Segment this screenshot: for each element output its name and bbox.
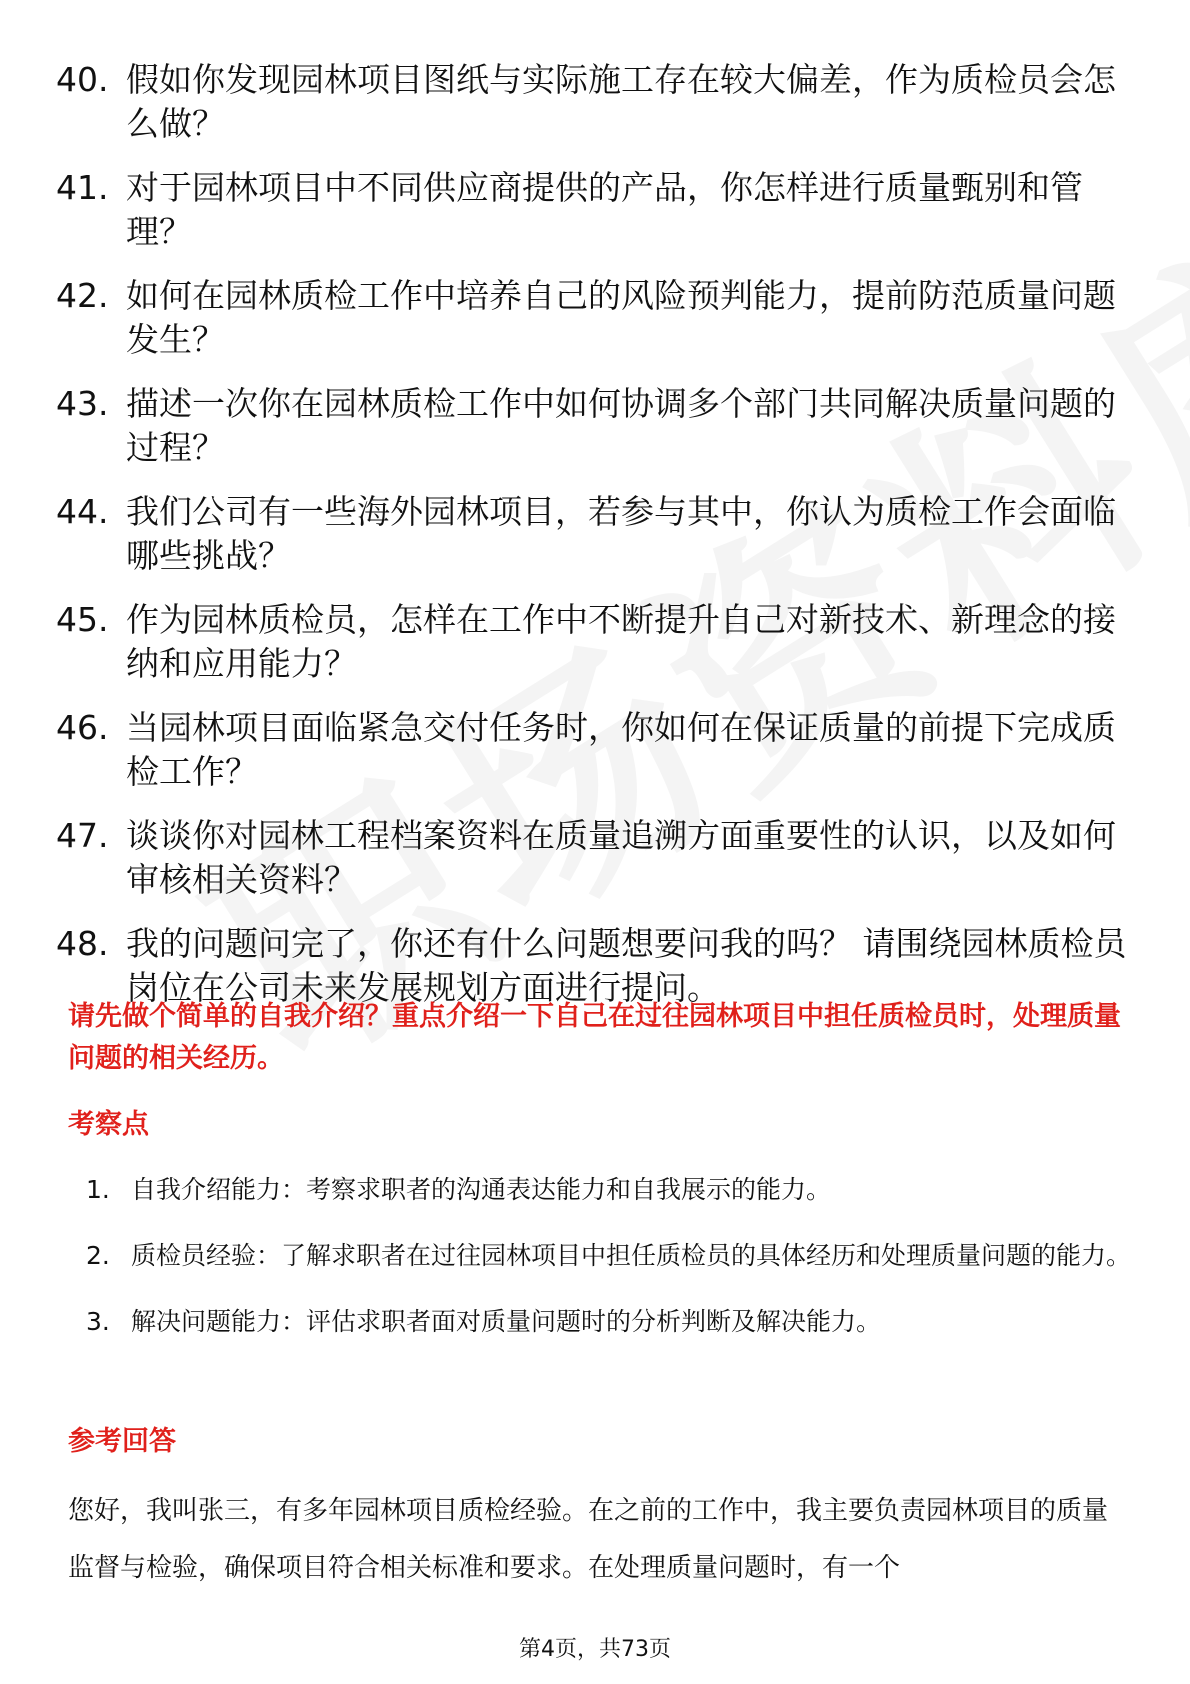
question-number: 47. (56, 816, 109, 855)
kaocha-point (74, 1229, 1134, 1283)
point-text: 质检员经验：了解求职者在过往园林项目中担任质检员的具体经历和处理质量问题的能力。 (131, 1241, 1132, 1270)
kaocha-point (74, 1163, 1134, 1217)
question-list (56, 58, 1146, 1030)
point-number: 2. (86, 1241, 110, 1270)
question-text: 如何在园林质检工作中培养自己的风险预判能力，提前防范质量问题发生？ (126, 276, 1116, 359)
question-text: 作为园林质检员，怎样在工作中不断提升自己对新技术、新理念的接纳和应用能力？ (126, 600, 1116, 683)
question-number: 44. (56, 492, 109, 531)
question-item (56, 814, 1146, 902)
point-text: 解决问题能力：评估求职者面对质量问题时的分析判断及解决能力。 (131, 1307, 882, 1336)
point-number: 1. (86, 1175, 110, 1204)
question-number: 43. (56, 384, 109, 423)
question-text: 假如你发现园林项目图纸与实际施工存在较大偏差，作为质检员会怎么做？ (126, 60, 1116, 143)
reference-answer: 您好，我叫张三，有多年园林项目质检经验。在之前的工作中，我主要负责园林项目的质量监督与检验，确保项目符合相关标准和要求。在处理质量问题时，有一个 (68, 1496, 1109, 1583)
page-footer: 第4页，共73页 (519, 1637, 671, 1662)
question-text: 我们公司有一些海外园林项目，若参与其中，你认为质检工作会面临哪些挑战？ (126, 492, 1116, 575)
section-title-cankao: 参考回答 (68, 1426, 176, 1457)
question-text: 我的问题问完了，你还有什么问题想要问我的吗？ 请围绕园林质检员岗位在公司未来发展规划方面进行提问。 (126, 924, 1127, 1007)
point-number: 3. (86, 1307, 110, 1336)
highlighted-question: 请先做个简单的自我介绍？重点介绍一下自己在过往园林项目中担任质检员时，处理质量问题的相关经历。 (68, 1001, 1121, 1074)
question-text: 对于园林项目中不同供应商提供的产品，你怎样进行质量甄别和管理？ (126, 168, 1083, 251)
question-number: 40. (56, 60, 109, 99)
question-number: 48. (56, 924, 109, 963)
question-text: 当园林项目面临紧急交付任务时，你如何在保证质量的前提下完成质检工作？ (126, 708, 1116, 791)
kaocha-point (74, 1295, 1134, 1349)
question-item (56, 706, 1146, 794)
question-item (56, 382, 1146, 470)
kaocha-point-list (74, 1163, 1134, 1361)
question-number: 42. (56, 276, 109, 315)
question-number: 41. (56, 168, 109, 207)
question-number: 45. (56, 600, 109, 639)
point-text: 自我介绍能力：考察求职者的沟通表达能力和自我展示的能力。 (131, 1175, 832, 1204)
question-text: 谈谈你对园林工程档案资料在质量追溯方面重要性的认识，以及如何审核相关资料？ (126, 816, 1116, 899)
question-item (56, 274, 1146, 362)
question-item (56, 598, 1146, 686)
question-number: 46. (56, 708, 109, 747)
question-item (56, 490, 1146, 578)
question-item (56, 166, 1146, 254)
section-title-kaocha: 考察点 (68, 1109, 149, 1140)
question-text: 描述一次你在园林质检工作中如何协调多个部门共同解决质量问题的过程？ (126, 384, 1116, 467)
question-item (56, 58, 1146, 146)
